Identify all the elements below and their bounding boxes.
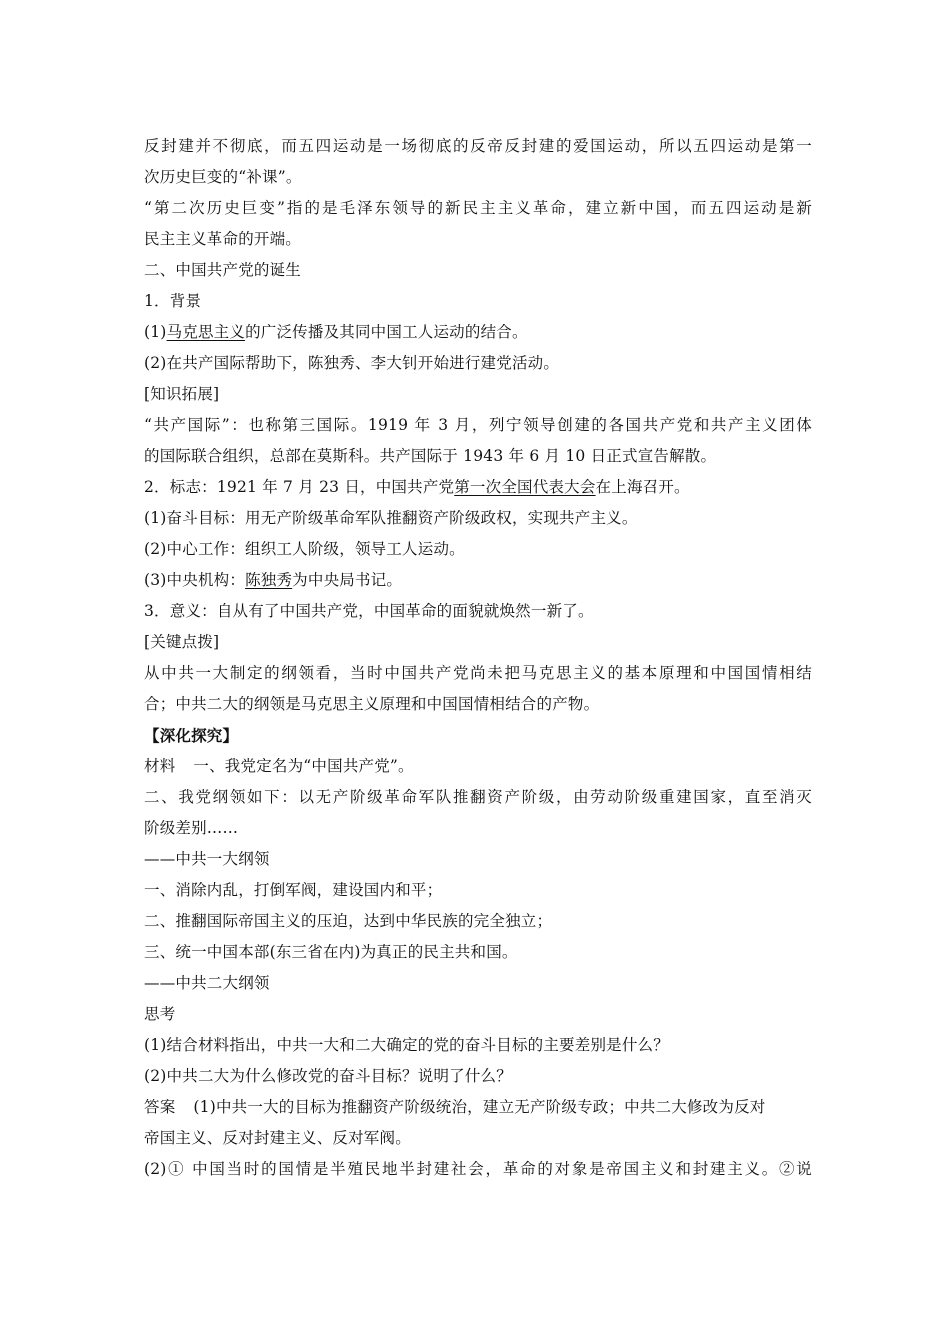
- key-point-tag: [关键点拨]: [144, 633, 220, 651]
- list-item-text: 的广泛传播及其同中国工人运动的结合。: [245, 323, 528, 341]
- list-item: (1)奋斗目标：用无产阶级革命军队推翻资产阶级政权，实现共产主义。: [144, 509, 638, 527]
- list-item: (2)中心工作：组织工人阶级，领导工人运动。: [144, 540, 465, 558]
- paragraph-line: 帝国主义、反对封建主义、反对军阀。: [144, 1129, 411, 1147]
- paragraph-line: 从中共一大制定的纲领看，当时中国共产党尚未把马克思主义的基本原理和中国国情相结: [144, 664, 812, 682]
- underlined-keyword: 陈独秀: [245, 571, 293, 589]
- material-text: 一、我党定名为“中国共产党”。: [193, 757, 414, 775]
- list-item: (2)在共产国际帮助下，陈独秀、李大钊开始进行建党活动。: [144, 354, 560, 372]
- list-item: [144, 565, 812, 596]
- paragraph-line: 阶级差别……: [144, 819, 239, 837]
- source-citation: ——中共一大纲领: [144, 850, 270, 868]
- underlined-keyword: 第一次全国代表大会: [454, 478, 596, 496]
- document-body: [144, 131, 812, 1185]
- deep-inquiry-tag: 【深化探究】: [144, 726, 239, 745]
- paragraph-line: 合；中共二大的纲领是马克思主义原理和中国国情相结合的产物。: [144, 695, 600, 713]
- section-heading: 二、中国共产党的诞生: [144, 261, 302, 279]
- think-heading: 思考: [144, 1005, 176, 1023]
- list-item-text: 为中央局书记。: [292, 571, 403, 589]
- paragraph-line: 次历史巨变的“补课”。: [144, 168, 302, 186]
- underlined-keyword: 马克思主义: [166, 323, 246, 341]
- paragraph-line: 二、我党纲领如下：以无产阶级革命军队推翻资产阶级，由劳动阶级重建国家，直至消灭: [144, 788, 812, 806]
- list-item: 一、消除内乱，打倒军阀，建设国内和平；: [144, 881, 443, 899]
- paragraph-line: 反封建并不彻底，而五四运动是一场彻底的反帝反封建的爱国运动，所以五四运动是第一: [144, 137, 812, 155]
- list-item: 三、统一中国本部(东三省在内)为真正的民主共和国。: [144, 943, 518, 961]
- paragraph-line: “第二次历史巨变”指的是毛泽东领导的新民主主义革命，建立新中国，而五四运动是新: [144, 199, 812, 217]
- answer-line: [144, 1092, 812, 1123]
- list-item-text: (3)中央机构：: [144, 571, 246, 589]
- list-item: [144, 317, 812, 348]
- material-line: [144, 751, 812, 782]
- subsection-heading: 3．意义：自从有了中国共产党，中国革命的面貌就焕然一新了。: [144, 602, 594, 620]
- heading-text: 在上海召开。: [595, 478, 690, 496]
- list-item: 二、推翻国际帝国主义的压迫，达到中华民族的完全独立；: [144, 912, 553, 930]
- paragraph-line: “共产国际”：也称第三国际。1919 年 3 月，列宁领导创建的各国共产党和共产主义团体: [144, 416, 812, 434]
- knowledge-extension-tag: [知识拓展]: [144, 385, 220, 403]
- question-item: (1)结合材料指出，中共一大和二大确定的党的奋斗目标的主要差别是什么？: [144, 1036, 669, 1054]
- subsection-heading: 1．背景: [144, 292, 202, 310]
- source-citation: ——中共二大纲领: [144, 974, 270, 992]
- paragraph-line: 的国际联合组织，总部在莫斯科。共产国际于 1943 年 6 月 10 日正式宣告解散。: [144, 447, 717, 465]
- paragraph-line: 民主主义革命的开端。: [144, 230, 302, 248]
- paragraph-line: (2)① 中国当时的国情是半殖民地半封建社会，革命的对象是帝国主义和封建主义。②说: [144, 1160, 812, 1178]
- material-label: 材料: [144, 757, 176, 775]
- question-item: (2)中共二大为什么修改党的奋斗目标？说明了什么？: [144, 1067, 512, 1085]
- answer-text: (1)中共一大的目标为推翻资产阶级统治，建立无产阶级专政；中共二大修改为反对: [193, 1098, 766, 1116]
- answer-label: 答案: [144, 1098, 176, 1116]
- subsection-heading: [144, 472, 812, 503]
- list-item-number: (1): [144, 323, 167, 341]
- heading-text: 2．标志：1921 年 7 月 23 日，中国共产党: [144, 478, 455, 496]
